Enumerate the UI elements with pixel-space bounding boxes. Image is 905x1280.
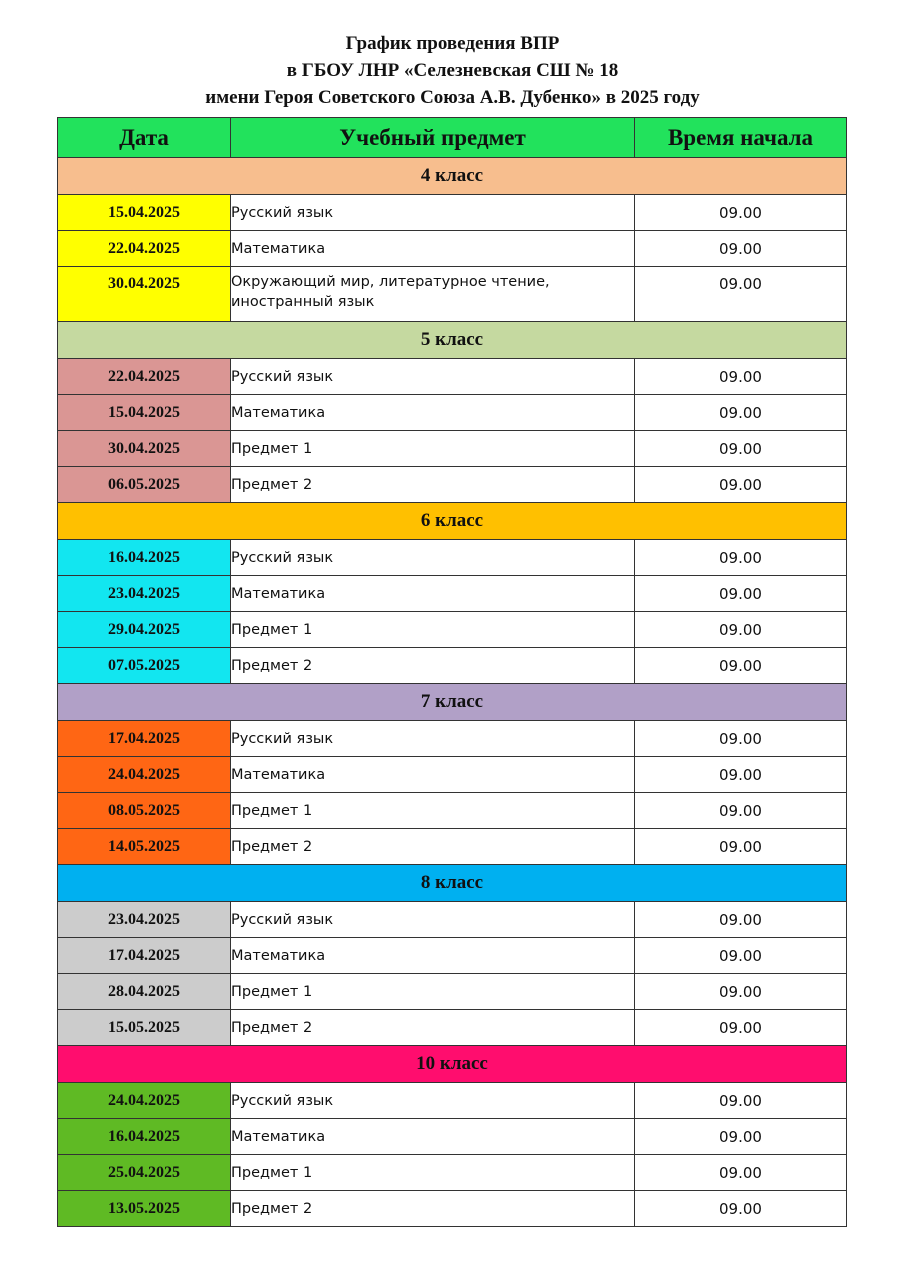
exam-date: 17.04.2025 (58, 938, 231, 974)
table-row (58, 267, 847, 322)
exam-start-time: 09.00 (635, 829, 847, 865)
class-group-label: 10 класс (58, 1046, 847, 1083)
class-group-label: 7 класс (58, 684, 847, 721)
exam-date: 15.04.2025 (58, 195, 231, 231)
exam-start-time: 09.00 (635, 793, 847, 829)
exam-subject: Математика (231, 1119, 635, 1155)
exam-subject: Математика (231, 395, 635, 431)
exam-start-time: 09.00 (635, 359, 847, 395)
exam-subject: Окружающий мир, литературное чтение, иностранный язык (231, 267, 635, 322)
exam-start-time: 09.00 (635, 467, 847, 503)
exam-subject: Предмет 2 (231, 1191, 635, 1227)
exam-date: 23.04.2025 (58, 576, 231, 612)
table-row (58, 1083, 847, 1119)
exam-subject: Русский язык (231, 721, 635, 757)
header-date: Дата (58, 118, 231, 158)
table-row (58, 902, 847, 938)
table-row (58, 1191, 847, 1227)
class-group-row (58, 503, 847, 540)
exam-start-time: 09.00 (635, 1010, 847, 1046)
exam-date: 22.04.2025 (58, 359, 231, 395)
exam-date: 28.04.2025 (58, 974, 231, 1010)
table-row (58, 793, 847, 829)
table-row (58, 540, 847, 576)
table-row (58, 829, 847, 865)
exam-subject: Предмет 2 (231, 1010, 635, 1046)
exam-subject: Русский язык (231, 902, 635, 938)
table-row (58, 395, 847, 431)
exam-subject: Русский язык (231, 195, 635, 231)
exam-start-time: 09.00 (635, 1155, 847, 1191)
exam-date: 16.04.2025 (58, 1119, 231, 1155)
exam-start-time: 09.00 (635, 1083, 847, 1119)
document-title (0, 30, 905, 111)
class-group-row (58, 684, 847, 721)
schedule-table (57, 117, 847, 1227)
exam-start-time: 09.00 (635, 1119, 847, 1155)
exam-date: 24.04.2025 (58, 757, 231, 793)
exam-subject: Русский язык (231, 1083, 635, 1119)
exam-start-time: 09.00 (635, 648, 847, 684)
exam-start-time: 09.00 (635, 938, 847, 974)
exam-date: 08.05.2025 (58, 793, 231, 829)
exam-date: 16.04.2025 (58, 540, 231, 576)
exam-subject: Математика (231, 757, 635, 793)
table-row (58, 431, 847, 467)
header-subject: Учебный предмет (231, 118, 635, 158)
table-row (58, 938, 847, 974)
exam-start-time: 09.00 (635, 974, 847, 1010)
title-line-3: имени Героя Советского Союза А.В. Дубенко» в 2025 году (205, 87, 700, 108)
exam-start-time: 09.00 (635, 231, 847, 267)
class-group-label: 8 класс (58, 865, 847, 902)
table-row (58, 974, 847, 1010)
class-group-label: 6 класс (58, 503, 847, 540)
class-group-row (58, 865, 847, 902)
exam-start-time: 09.00 (635, 757, 847, 793)
table-row (58, 231, 847, 267)
exam-start-time: 09.00 (635, 195, 847, 231)
table-row (58, 721, 847, 757)
exam-subject: Математика (231, 576, 635, 612)
exam-date: 07.05.2025 (58, 648, 231, 684)
exam-subject: Предмет 1 (231, 974, 635, 1010)
table-row (58, 612, 847, 648)
exam-date: 23.04.2025 (58, 902, 231, 938)
class-group-row (58, 158, 847, 195)
exam-subject: Предмет 2 (231, 648, 635, 684)
exam-start-time: 09.00 (635, 721, 847, 757)
exam-date: 29.04.2025 (58, 612, 231, 648)
exam-date: 24.04.2025 (58, 1083, 231, 1119)
table-row (58, 757, 847, 793)
exam-date: 30.04.2025 (58, 431, 231, 467)
table-row (58, 1119, 847, 1155)
exam-date: 30.04.2025 (58, 267, 231, 322)
exam-start-time: 09.00 (635, 431, 847, 467)
exam-date: 13.05.2025 (58, 1191, 231, 1227)
table-row (58, 195, 847, 231)
table-row (58, 467, 847, 503)
table-row (58, 1155, 847, 1191)
schedule-body (58, 158, 847, 1227)
exam-date: 15.04.2025 (58, 395, 231, 431)
class-group-row (58, 322, 847, 359)
table-row (58, 359, 847, 395)
header-time: Время начала (635, 118, 847, 158)
exam-subject: Предмет 1 (231, 793, 635, 829)
title-line-1: График проведения ВПР (345, 33, 560, 54)
header-row (58, 118, 847, 158)
exam-date: 25.04.2025 (58, 1155, 231, 1191)
exam-start-time: 09.00 (635, 540, 847, 576)
exam-date: 06.05.2025 (58, 467, 231, 503)
class-group-label: 4 класс (58, 158, 847, 195)
class-group-row (58, 1046, 847, 1083)
exam-subject: Предмет 1 (231, 1155, 635, 1191)
exam-start-time: 09.00 (635, 612, 847, 648)
exam-date: 15.05.2025 (58, 1010, 231, 1046)
exam-subject: Русский язык (231, 540, 635, 576)
exam-start-time: 09.00 (635, 1191, 847, 1227)
exam-subject: Математика (231, 938, 635, 974)
exam-subject: Предмет 1 (231, 431, 635, 467)
exam-subject: Предмет 2 (231, 829, 635, 865)
table-row (58, 1010, 847, 1046)
exam-subject: Предмет 2 (231, 467, 635, 503)
exam-date: 17.04.2025 (58, 721, 231, 757)
table-row (58, 576, 847, 612)
class-group-label: 5 класс (58, 322, 847, 359)
exam-subject: Русский язык (231, 359, 635, 395)
exam-date: 22.04.2025 (58, 231, 231, 267)
exam-start-time: 09.00 (635, 395, 847, 431)
title-line-2: в ГБОУ ЛНР «Селезневская СШ № 18 (286, 60, 619, 81)
table-row (58, 648, 847, 684)
exam-subject: Математика (231, 231, 635, 267)
exam-start-time: 09.00 (635, 576, 847, 612)
exam-start-time: 09.00 (635, 902, 847, 938)
exam-start-time: 09.00 (635, 267, 847, 322)
exam-subject: Предмет 1 (231, 612, 635, 648)
exam-date: 14.05.2025 (58, 829, 231, 865)
